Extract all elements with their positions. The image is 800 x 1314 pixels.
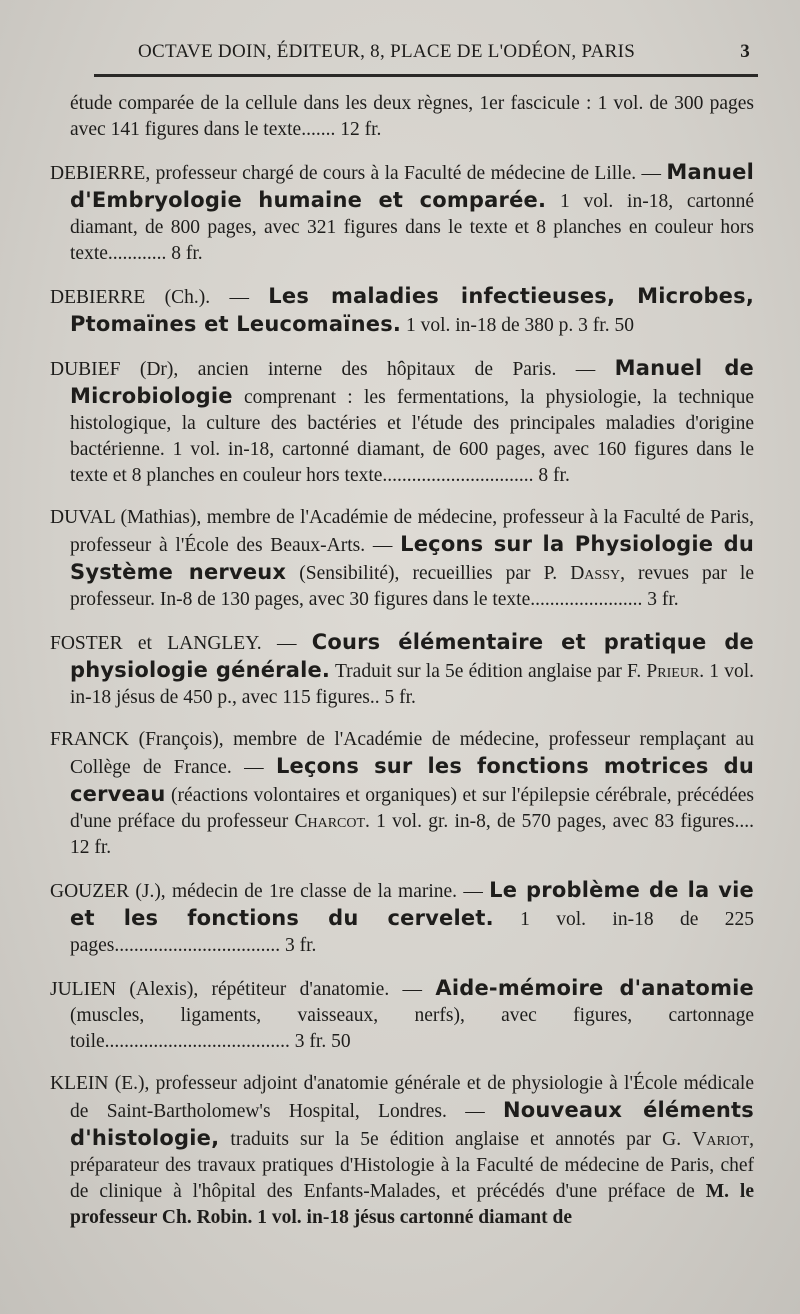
entry-title: Le problème de la vie et les fonctions du cervelet. (70, 878, 754, 930)
header-rule (94, 74, 758, 77)
entry-text: étude comparée de la cellule dans les deux règnes, 1er fascicule : 1 vol. de 300 pages avec 141 figures dans le texte....... 12 fr. (70, 93, 754, 140)
entry-details: (muscles, ligaments, vaisseaux, nerfs), avec figures, cartonnage toile...................................... 3 fr. 50 (70, 1005, 754, 1052)
entry-details: Traduit sur la 5e édition anglaise par F. (330, 661, 647, 682)
entry-person-name: Charcot (294, 811, 366, 832)
entry-author: DEBIERRE (Ch.). — (50, 287, 269, 308)
entry-details: (réactions volontaires et organiques) et sur l'épilepsie cérébrale, précédées d'une préface du professeur (70, 785, 754, 832)
entry-person-name: Dassy (570, 563, 621, 584)
entry-details: , revues par le professeur. In-8 de 130 pages, avec 30 figures dans le texte....................... 3 fr. (70, 563, 754, 610)
entry-author: KLEIN (E.), professeur adjoint d'anatomie générale et de physiologie à l'École médicale de Saint-Bartholomew's Hospital, Londres. — (50, 1073, 754, 1122)
catalog-entry (50, 629, 754, 711)
page-number: 3 (740, 41, 750, 62)
entry-details: traduits sur la 5e édition anglaise et annotés par G. (219, 1129, 693, 1150)
catalog-entry (50, 355, 754, 489)
entry-author: JULIEN (Alexis), répétiteur d'anatomie. — (50, 979, 436, 1000)
entry-title: Nouveaux éléments d'histologie, (70, 1098, 754, 1150)
page-header (50, 38, 754, 66)
entry-person-name: Prieur (646, 661, 700, 682)
entry-details: 1 vol. in-18 de 225 pages.................................. 3 fr. (70, 909, 754, 956)
entry-details: , préparateur des travaux pratiques d'Histologie à la Faculté de médecine de Paris, chef de clinique à l'hôpital des Enfants-Malades, et précédés d'une préface de (70, 1129, 754, 1202)
entry-details: 1 vol. in-18, cartonné diamant, de 800 pages, avec 321 figures dans le texte et 8 planches en couleur hors texte............ 8 fr. (70, 191, 754, 264)
entry-author: FOSTER et LANGLEY. — (50, 633, 312, 654)
catalog-entry (50, 283, 754, 339)
entry-title: Les maladies infectieuses, Microbes, Ptomaïnes et Leucomaïnes. (70, 284, 754, 336)
catalog-entry (50, 877, 754, 959)
entry-title: Manuel d'Embryologie humaine et comparée. (70, 160, 754, 212)
entry-author: DUBIEF (Dr), ancien interne des hôpitaux de Paris. — (50, 359, 615, 380)
entry-title: Manuel de Microbiologie (70, 356, 754, 408)
entry-person-name: Variot (692, 1129, 750, 1150)
publisher-line: OCTAVE DOIN, ÉDITEUR, 8, PLACE DE L'ODÉON, PARIS (138, 41, 636, 62)
catalog-entry (50, 1071, 754, 1231)
entry-author: GOUZER (J.), médecin de 1re classe de la marine. — (50, 881, 490, 902)
entry-details: (Sensibilité), recueillies par P. (286, 563, 571, 584)
entry-details: 1 vol. in-18 de 380 p. 3 fr. 50 (401, 315, 634, 336)
catalog-entry (50, 159, 754, 267)
catalog-entry (50, 975, 754, 1055)
entry-details: comprenant : les fermentations, la physiologie, la technique histologique, la culture des bactéries et l'étude des principales maladies d'origine bactérienne. 1 vol. in-18, cartonné diamant, de 600 pages, avec 160 figures dans le texte et 8 planches en couleur hors texte............................... 8 fr. (70, 387, 754, 486)
catalog-entry (50, 505, 754, 613)
entry-author: DUVAL (Mathias), membre de l'Académie de médecine, professeur à la Faculté de Paris, professeur à l'École des Beaux-Arts. — (50, 507, 754, 556)
entry-title: Leçons sur la Physiologie du Système nerveux (70, 532, 754, 584)
entry-title: Aide-mémoire d'anatomie (435, 976, 754, 1000)
catalog-entry (50, 727, 754, 861)
entry-details: . 1 vol. in-18 jésus de 450 p., avec 115 figures.. 5 fr. (70, 661, 754, 708)
catalog-entries (50, 91, 754, 1231)
entry-title: Cours élémentaire et pratique de physiologie générale. (70, 630, 754, 682)
entry-author: DEBIERRE, professeur chargé de cours à la Faculté de médecine de Lille. — (50, 163, 667, 184)
catalog-entry (50, 91, 754, 143)
entry-author: FRANCK (François), membre de l'Académie de médecine, professeur remplaçant au Collège de France. — (50, 729, 754, 778)
entry-details-bold: M. le professeur Ch. Robin. 1 vol. in-18 jésus cartonné diamant de (70, 1181, 754, 1228)
entry-details: . 1 vol. gr. in-8, de 570 pages, avec 83 figures.... 12 fr. (70, 811, 754, 858)
entry-title: Leçons sur les fonctions motrices du cerveau (70, 754, 754, 806)
